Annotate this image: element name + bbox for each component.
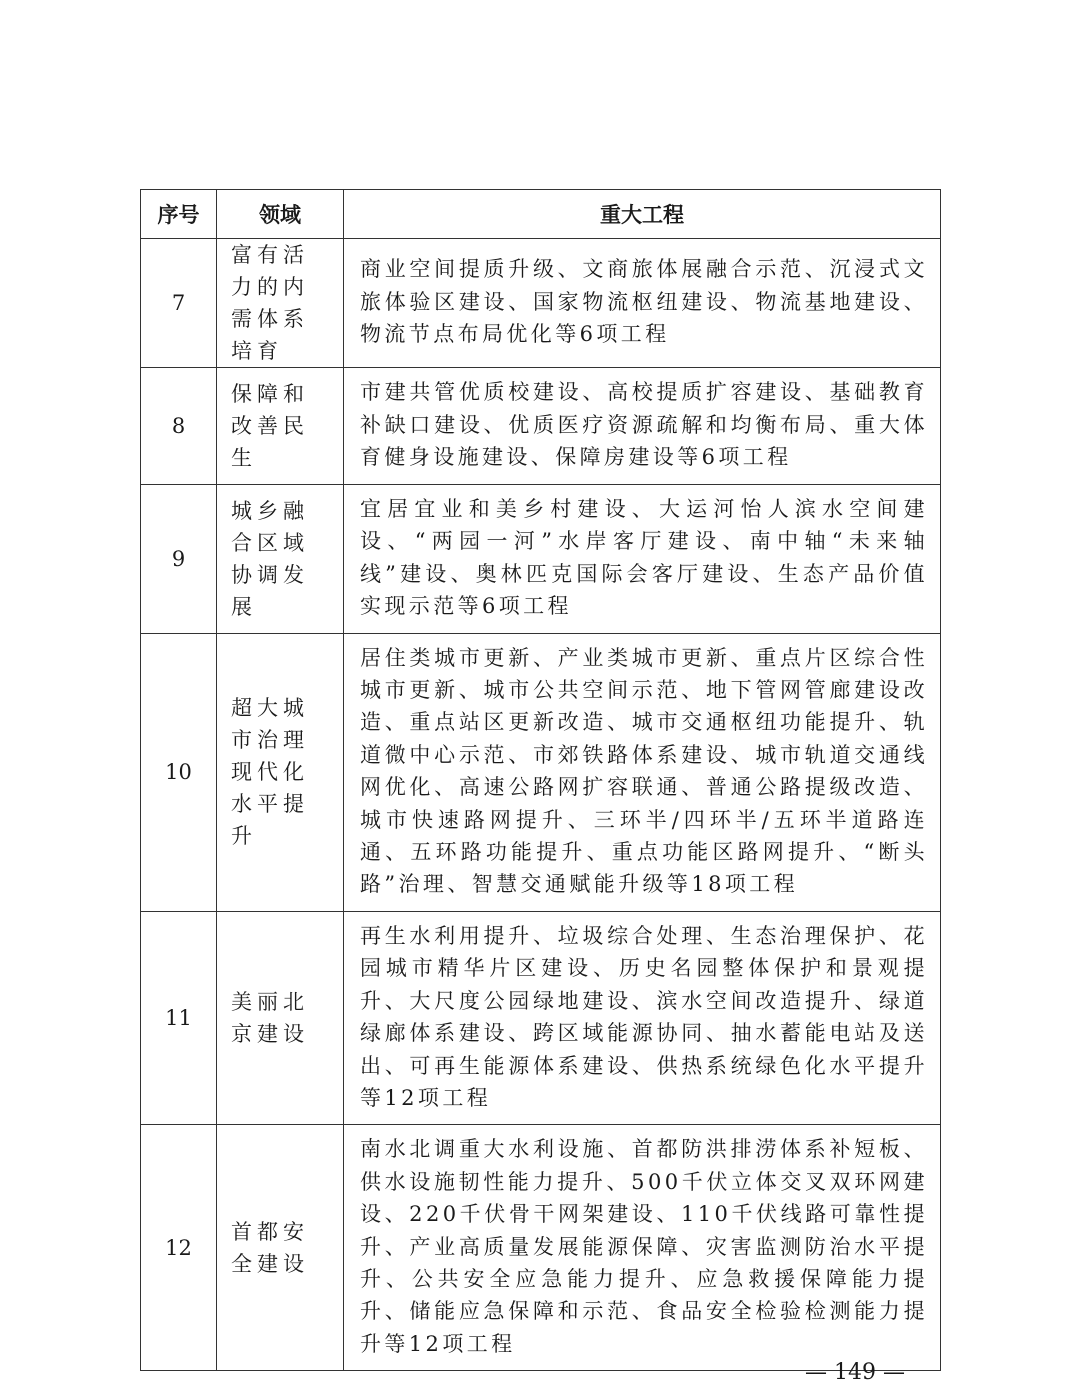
row-projects: 南水北调重大水利设施、首都防洪排涝体系补短板、供水设施韧性能力提升、500千伏立体交叉双环网建设、220千伏骨干网架建设、110千伏线路可靠性提升、产业高质量发展能源保障、灾害监测防治水平提升、公共安全应急能力提升、应急救援保障能力提升、储能应急保障和示范、食品安全检验检测能力提升等12项工程: [344, 1125, 941, 1371]
header-field: 领域: [217, 190, 344, 239]
projects-table-container: [140, 189, 940, 1371]
page-number: — 149 —: [805, 1360, 905, 1385]
row-projects: 再生水利用提升、垃圾综合处理、生态治理保护、花园城市精华片区建设、历史名园整体保护和景观提升、大尺度公园绿地建设、滨水空间改造提升、绿道绿廊体系建设、跨区域能源协同、抽水蓄能电站及送出、可再生能源体系建设、供热系统绿色化水平提升等12项工程: [344, 911, 941, 1124]
table-row: [141, 368, 941, 485]
row-index: 10: [141, 633, 217, 911]
row-index: 9: [141, 485, 217, 634]
row-projects: 商业空间提质升级、文商旅体展融合示范、沉浸式文旅体验区建设、国家物流枢纽建设、物流基地建设、物流节点布局优化等6项工程: [344, 239, 941, 368]
row-projects: 宜居宜业和美乡村建设、大运河怡人滨水空间建设、“两园一河”水岸客厅建设、南中轴“未来轴线”建设、奥林匹克国际会客厅建设、生态产品价值实现示范等6项工程: [344, 485, 941, 634]
table-row: [141, 1125, 941, 1371]
table-row: [141, 239, 941, 368]
row-projects: 市建共管优质校建设、高校提质扩容建设、基础教育补缺口建设、优质医疗资源疏解和均衡布局、重大体育健身设施建设、保障房建设等6项工程: [344, 368, 941, 485]
table-row: [141, 485, 941, 634]
row-field: 保障和改善民生: [217, 368, 344, 485]
major-projects-table: [140, 189, 941, 1371]
table-row: [141, 633, 941, 911]
header-projects: 重大工程: [344, 190, 941, 239]
row-field: 超大城市治理现代化水平提升: [217, 633, 344, 911]
table-row: [141, 911, 941, 1124]
header-index: 序号: [141, 190, 217, 239]
row-field: 城乡融合区域协调发展: [217, 485, 344, 634]
row-index: 11: [141, 911, 217, 1124]
row-field: 首都安全建设: [217, 1125, 344, 1371]
row-index: 8: [141, 368, 217, 485]
row-field: 美丽北京建设: [217, 911, 344, 1124]
row-projects: 居住类城市更新、产业类城市更新、重点片区综合性城市更新、城市公共空间示范、地下管网管廊建设改造、重点站区更新改造、城市交通枢纽功能提升、轨道微中心示范、市郊铁路体系建设、城市轨道交通线网优化、高速公路网扩容联通、普通公路提级改造、城市快速路网提升、三环半/四环半/五环半道路连通、五环路功能提升、重点功能区路网提升、“断头路”治理、智慧交通赋能升级等18项工程: [344, 633, 941, 911]
table-header-row: [141, 190, 941, 239]
row-index: 7: [141, 239, 217, 368]
row-field: 富有活力的内需体系培育: [217, 239, 344, 368]
row-index: 12: [141, 1125, 217, 1371]
